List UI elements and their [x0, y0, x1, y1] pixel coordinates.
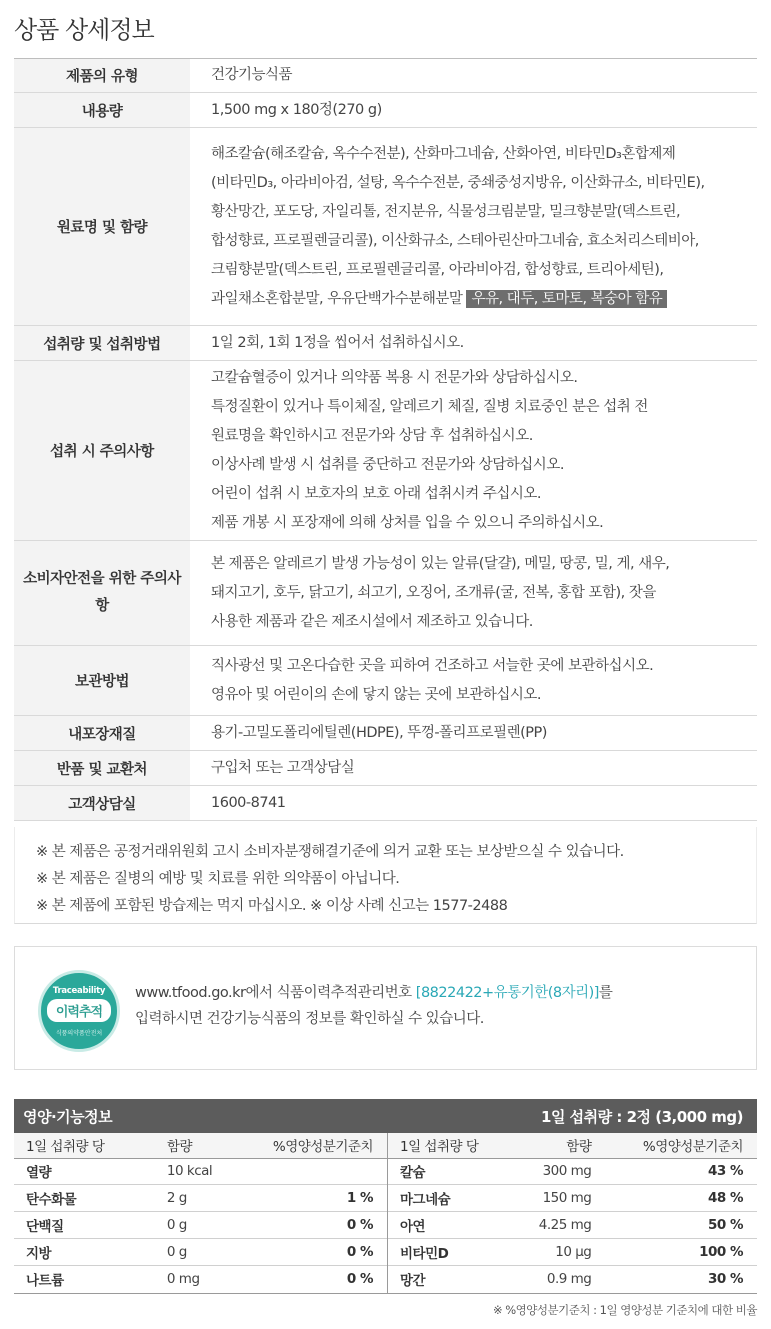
info-label: 반품 및 교환처 [14, 751, 190, 786]
nutrition-row: 망간 0.9 mg 30 % [400, 1270, 743, 1289]
nutrition-table-right [387, 1133, 757, 1293]
nutrition-row: 아연 4.25 mg 50 % [388, 1212, 757, 1239]
info-value: 구입처 또는 고객상담실 [190, 751, 757, 786]
info-value: 본 제품은 알레르기 발생 가능성이 있는 알류(달걀), 메밀, 땅콩, 밀, 게, 새우, 돼지고기, 호두, 닭고기, 쇠고기, 오징어, 조개류(굴, 전복, 홍합 포함), 잣을 사용한 제품과 같은 제조시설에서 제조하고 있습니다. [190, 541, 757, 646]
info-label: 내포장재질 [14, 716, 190, 751]
info-label: 원료명 및 함량 [14, 128, 190, 326]
page-title: 상품 상세정보 [14, 16, 154, 44]
nutrition-row: 나트륨 0 mg 0 % [26, 1270, 373, 1289]
nutrition-serving: 1일 섭취량 : 2정 (3,000 mg) [541, 1108, 743, 1126]
info-value: 1일 2회, 1회 1정을 씹어서 섭취하십시오. [190, 326, 757, 361]
nutrition-row: 탄수화물 2 g 1 % [14, 1185, 387, 1212]
info-label: 보관방법 [14, 646, 190, 716]
info-row-returns [14, 751, 757, 786]
nutrition-row: 마그네슘 150 mg 48 % [388, 1185, 757, 1212]
info-value: 1,500 mg x 180정(270 g) [190, 93, 757, 128]
info-value: 용기-고밀도폴리에틸렌(HDPE), 뚜껑-폴리프로필렌(PP) [190, 716, 757, 751]
info-row-precautions [14, 361, 757, 541]
info-label: 섭취량 및 섭취방법 [14, 326, 190, 361]
nutrition-row: 열량 10 kcal [14, 1158, 387, 1185]
traceability-logo-sub: 식품의약품안전처 [55, 1030, 103, 1037]
note-line: ※ 본 제품에 포함된 방습제는 먹지 마십시오. ※ 이상 사례 신고는 1577-2488 [36, 898, 508, 914]
nutrition-title: 영양·기능정보 [23, 1108, 113, 1126]
nutrition-column-header: 1일 섭취량 당 함량 %영양성분기준치 [388, 1133, 757, 1158]
traceability-number: [8822422+유통기한(8자리)] [415, 985, 599, 1001]
info-row-consumer-safety [14, 541, 757, 646]
note-line: ※ 본 제품은 공정거래위원회 고시 소비자분쟁해결기준에 의거 교환 또는 보상받으실 수 있습니다. [36, 844, 624, 860]
info-label: 제품의 유형 [14, 59, 190, 93]
info-label: 고객상담실 [14, 786, 190, 821]
nutrition-row: 칼슘 300 mg 43 % [388, 1158, 757, 1185]
info-value: 해조칼슘(해조칼슘, 옥수수전분), 산화마그네슘, 산화아연, 비타민D₃혼합제제 (비타민D₃, 아라비아검, 설탕, 옥수수전분, 중쇄중성지방유, 이산화규소, 비타민E), 황산망간, 포도당, 자일리톨, 전지분유, 식물성크림분말, 밀크향분말(덱스트린, 합성향료, 프로필렌글리콜), 이산화규소, 스테아린산마그네슘, 효소처리스테비아, 크림향분말(덱스트린, 프로필렌글리콜, 아라비아검, 합성향료, 트리아세틴), 과일채소혼합분말, 우유단백가수분해분말 우유, 대두, 토마토, 복숭아 함유 [190, 128, 757, 326]
traceability-box [14, 946, 757, 1070]
info-row-intake [14, 326, 757, 361]
info-value: 고칼슘혈증이 있거나 의약품 복용 시 전문가와 상담하십시오. 특정질환이 있거나 특이체질, 알레르기 체질, 질병 치료중인 분은 섭취 전 원료명을 확인하시고 전문가와 상담 후 섭취하십시오. 이상사례 발생 시 섭취를 중단하고 전문가와 상담하십시오. 어린이 섭취 시 보호자의 보호 아래 섭취시켜 주십시오. 제품 개봉 시 포장재에 의해 상처를 입을 수 있으니 주의하십시오. [190, 361, 757, 541]
traceability-logo-en: Traceability [52, 986, 106, 996]
info-row-storage [14, 646, 757, 716]
info-row-type [14, 59, 757, 93]
info-value: 건강기능식품 [190, 59, 757, 93]
info-label: 소비자안전을 위한 주의사항 [14, 541, 190, 646]
nutrition-row: 지방 0 g 0 % [14, 1238, 387, 1265]
info-value: 1600-8741 [190, 786, 757, 821]
info-row-ingredients [14, 128, 757, 326]
info-row-customer-service [14, 786, 757, 821]
nutrition-footnote: ※ %영양성분기준치 : 1일 영양성분 기준치에 대한 비율 [492, 1303, 757, 1317]
notes-box [14, 827, 757, 924]
nutrition-row: 단백질 0 g 0 % [14, 1212, 387, 1239]
info-label: 내용량 [14, 93, 190, 128]
nutrition-table-left [14, 1133, 387, 1293]
info-label: 섭취 시 주의사항 [14, 361, 190, 541]
info-value: 직사광선 및 고온다습한 곳을 피하여 건조하고 서늘한 곳에 보관하십시오. 영유아 및 어린이의 손에 닿지 않는 곳에 보관하십시오. [190, 646, 757, 716]
nutrition-bottom-divider [14, 1293, 757, 1294]
info-row-volume [14, 93, 757, 128]
nutrition-header [14, 1099, 757, 1133]
traceability-text: www.tfood.go.kr에서 식품이력추적관리번호 [8822422+유통기한(8자리)]를 입력하시면 건강기능식품의 정보를 확인하실 수 있습니다. [135, 985, 613, 1027]
note-line: ※ 본 제품은 질병의 예방 및 치료를 위한 의약품이 아닙니다. [36, 871, 400, 887]
nutrition-column-header: 1일 섭취량 당 함량 %영양성분기준치 [14, 1133, 387, 1158]
nutrition-row: 비타민D 10 μg 100 % [388, 1238, 757, 1265]
traceability-logo [38, 970, 120, 1052]
traceability-logo-ko: 이력추적 [47, 999, 111, 1022]
info-row-packaging [14, 716, 757, 751]
allergen-badge: 우유, 대두, 토마토, 복숭아 함유 [466, 290, 667, 308]
product-info-table [14, 58, 757, 821]
